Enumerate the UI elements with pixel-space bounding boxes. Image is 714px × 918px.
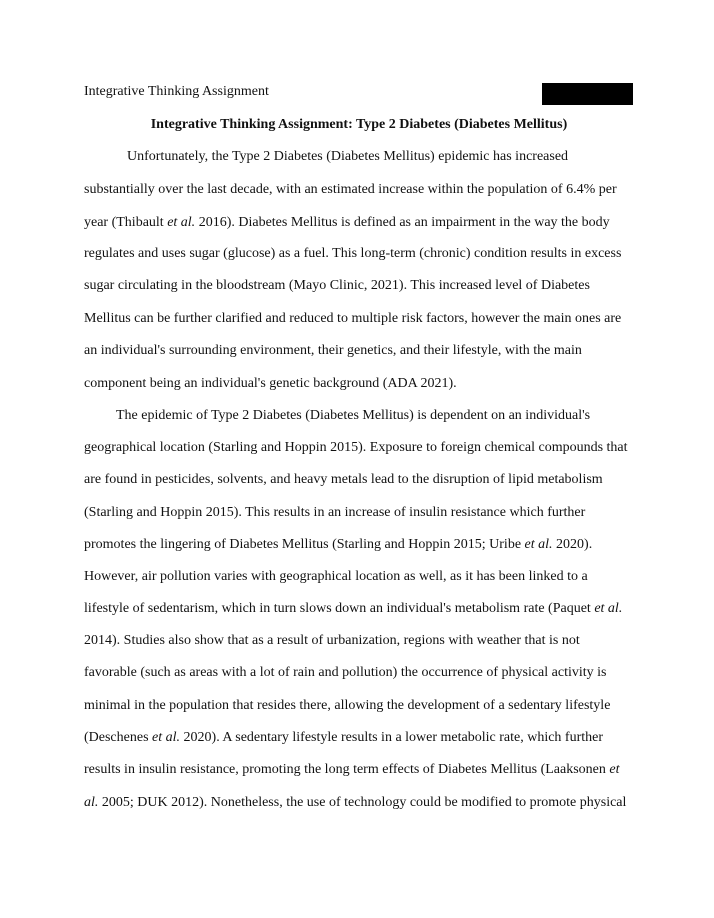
text-line: al. 2005; DUK 2012). Nonetheless, the use of technology could be modified to promote physical: [84, 795, 627, 810]
document-title: Integrative Thinking Assignment: Type 2 Diabetes (Diabetes Mellitus): [150, 117, 568, 132]
text-line: regulates and uses sugar (glucose) as a fuel. This long-term (chronic) condition results in excess: [84, 246, 622, 261]
text-line: results in insulin resistance, promoting the long term effects of Diabetes Mellitus (Laaksonen et: [84, 762, 620, 777]
text-line: substantially over the last decade, with an estimated increase within the population of 6.4% per: [84, 182, 617, 197]
text-line: geographical location (Starling and Hoppin 2015). Exposure to foreign chemical compounds that: [84, 440, 628, 455]
text-line: 2014). Studies also show that as a result of urbanization, regions with weather that is not: [84, 633, 580, 648]
text-line: year (Thibault et al. 2016). Diabetes Mellitus is defined as an impairment in the way the body: [84, 215, 610, 230]
text-line: (Deschenes et al. 2020). A sedentary lifestyle results in a lower metabolic rate, which further: [84, 730, 604, 745]
text-line: Mellitus can be further clarified and reduced to multiple risk factors, however the main ones are: [84, 311, 622, 326]
running-head: Integrative Thinking Assignment: [84, 84, 269, 99]
text-line: favorable (such as areas with a lot of rain and pollution) the occurrence of physical activity is: [84, 665, 607, 680]
text-line: component being an individual's genetic background (ADA 2021).: [84, 376, 457, 391]
text-line: are found in pesticides, solvents, and heavy metals lead to the disruption of lipid metabolism: [84, 472, 603, 487]
redaction-box: [542, 83, 633, 105]
text-line: sugar circulating in the bloodstream (Mayo Clinic, 2021). This increased level of Diabetes: [84, 278, 590, 293]
text-line: (Starling and Hoppin 2015). This results in an increase of insulin resistance which further: [84, 505, 586, 520]
text-line: minimal in the population that resides there, allowing the development of a sedentary lifestyle: [84, 698, 611, 713]
text-line: Unfortunately, the Type 2 Diabetes (Diabetes Mellitus) epidemic has increased: [127, 149, 569, 164]
text-line: The epidemic of Type 2 Diabetes (Diabetes Mellitus) is dependent on an individual's: [116, 408, 591, 423]
text-line: an individual's surrounding environment, their genetics, and their lifestyle, with the main: [84, 343, 582, 358]
text-line: lifestyle of sedentarism, which in turn slows down an individual's metabolism rate (Paquet et al.: [84, 601, 623, 616]
text-line: promotes the lingering of Diabetes Mellitus (Starling and Hoppin 2015; Uribe et al. 2020).: [84, 537, 593, 552]
text-line: However, air pollution varies with geographical location as well, as it has been linked to a: [84, 569, 588, 584]
